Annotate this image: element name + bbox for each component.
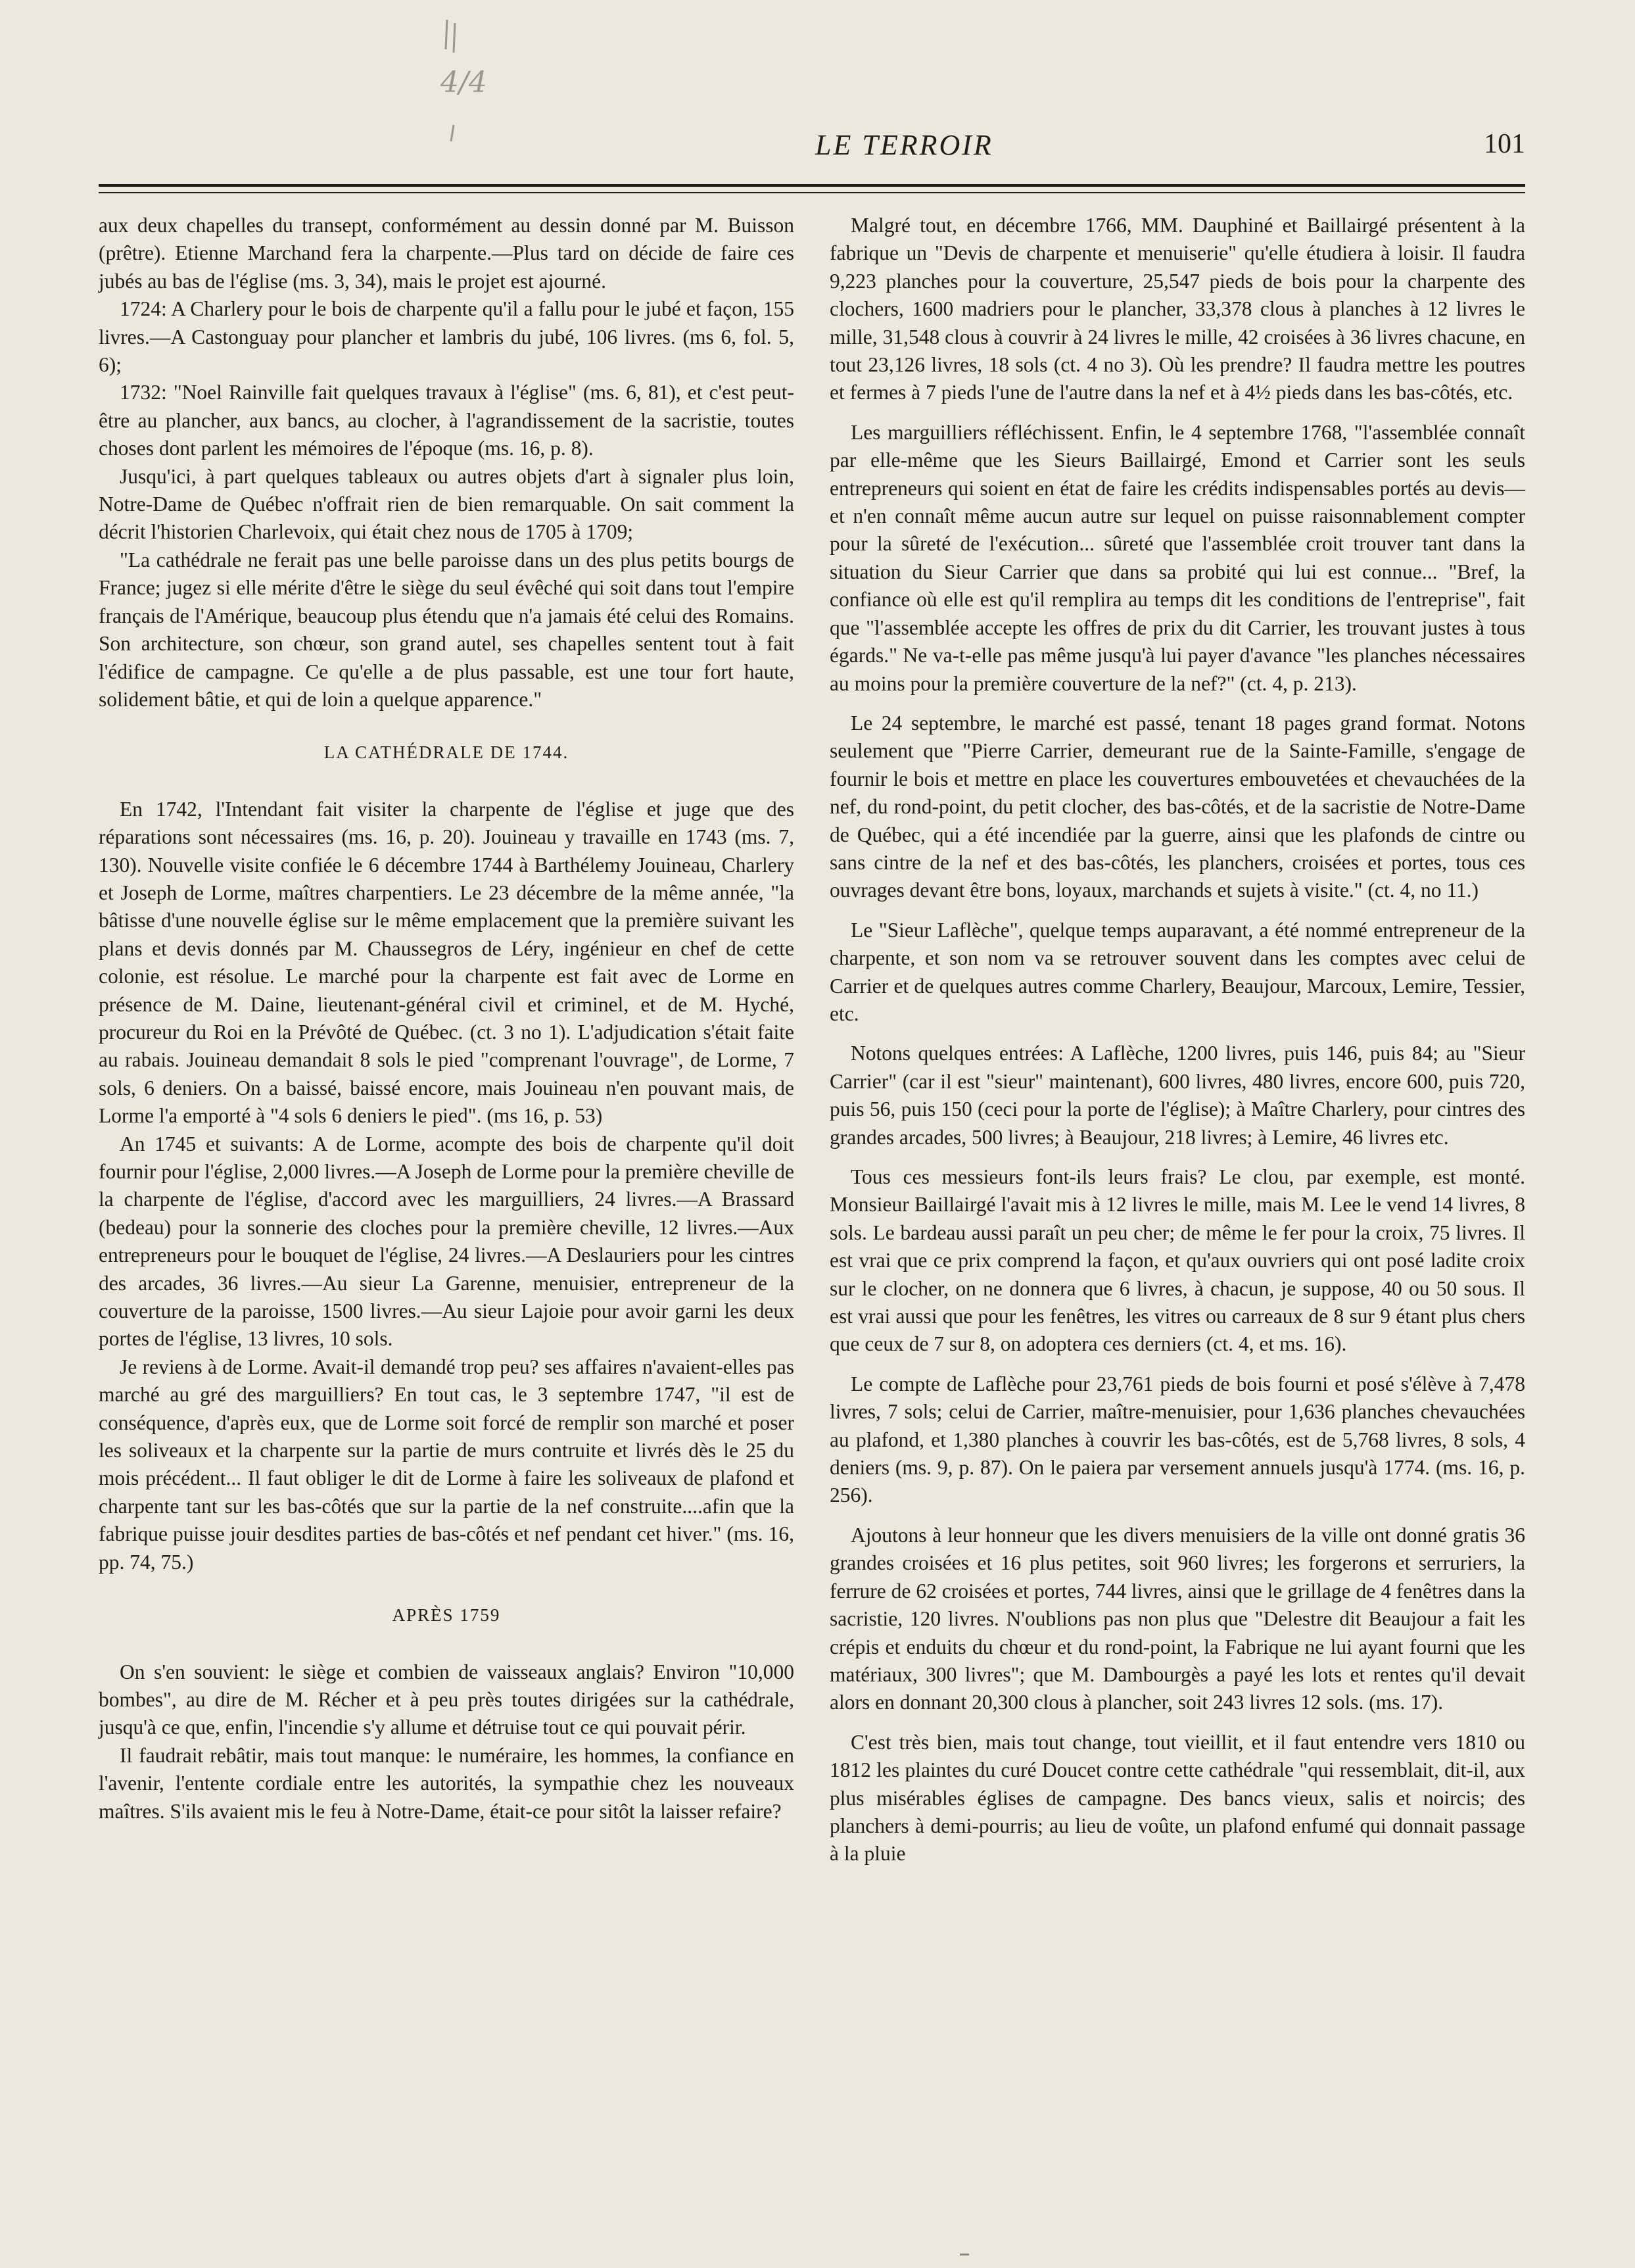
header-rule-thick <box>99 184 1525 187</box>
paragraph: 1724: A Charlery pour le bois de charpente qu'il a fallu pour le jubé et façon, 155 livres.—A Castonguay pour plancher et lambris du jubé, 106 livres. (ms 6, fol. 5, 6); <box>99 297 794 377</box>
right-column <box>830 212 1525 1868</box>
paragraph: Je reviens à de Lorme. Avait-il demandé trop peu? ses affaires n'avaient-elles pas marché au gré des marguilliers? En tout cas, le 3 septembre 1747, "il est de conséquence, d'après eux, que de Lorme soit forcé de remplir son marché et poser les soliveaux et la charpente sur la partie de murs contruite et livrés dès le 25 du mois précédent... Il faut obliger le dit de Lorme à faire les soliveaux de plafond et charpente tant sur les bas-côtés que sur la partie de la nef construite....afin que la fabrique puisse jouir desdites parties de bas-côtés et nef pendant cet hiver." (ms. 16, pp. 74, 75.) <box>99 1355 794 1574</box>
paragraph: On s'en souvient: le siège et combien de vaisseaux anglais? Environ "10,000 bombes", au dire de M. Récher et à peu près toutes dirigées sur la cathédrale, jusqu'à ce que, enfin, l'incendie s'y allume et détruise tout ce qui pouvait périr. <box>99 1660 794 1739</box>
paragraph: Le "Sieur Laflèche", quelque temps auparavant, a été nommé entrepreneur de la charpente, et son nom va se retrouver souvent dans les comptes avec celui de Carrier et de quelques autres comme Charlery, Beaujour, Marcoux, Lemire, Tessier, etc. <box>830 918 1525 1025</box>
paragraph: An 1745 et suivants: A de Lorme, acompte des bois de charpente qu'il doit fournir pour l'église, 2,000 livres.—A Joseph de Lorme pour la première cheville de la charpente de l'église, d'accord avec les marguilliers, 24 livres.—A Brassard (bedeau) pour la sonnerie des cloches pour la première cheville, 12 livres.—Aux entrepreneurs pour le bouquet de l'église, 24 livres.—A Deslauriers pour les cintres des arcades, 36 livres.—Au sieur La Garenne, menuisier, entrepreneur de la couverture de la paroisse, 1500 livres.—Au sieur Lajoie pour avoir garni les deux portes de l'église, 13 livres, 10 sols. <box>99 1132 795 1351</box>
paragraph: Le 24 septembre, le marché est passé, tenant 18 pages grand format. Notons seulement que "Pierre Carrier, demeurant rue de la Sainte-Famille, s'engage de fournir le bois et mettre en place les couvertures embouvetées et chevauchées de la nef, du rond-point, du petit clocher, des bas-côtés, et de la sacristie de Notre-Dame de Québec, qui a été incendiée par la guerre, ainsi que les plafonds de cintre ou sans cintre de la nef et des bas-côtés, les planchers, croisées et portes, tous ces ouvrages devant être bons, loyaux, marchands et sujets à visite." (ct. 4, no 11.) <box>830 711 1525 902</box>
paragraph: Tous ces messieurs font-ils leurs frais? Le clou, par exemple, est monté. Monsieur Baillairgé l'avait mis à 12 livres le mille, mais M. Lee le vend 14 livres, 8 sols. Le bardeau aussi paraît un peu cher; de même le fer pour la croix, 75 livres. Il est vrai que ce prix comprend la façon, et qu'aux ouvriers qui ont posé ladite croix sur le clocher, on ne donnera que 6 livres, à chacun, je suppose, 40 ou 50 sous. Il est vrai aussi que pour les fenêtres, les vitres ou carreaux de 8 sur 9 étant plus chers que ceux de 7 sur 8, on adoptera ces derniers (ct. 4, et ms. 16). <box>830 1165 1525 1356</box>
paragraph: Ajoutons à leur honneur que les divers menuisiers de la ville ont donné gratis 36 grandes croisées et 16 plus petites, soit 960 livres; les forgerons et serruriers, la ferrure de 62 croisées et portes, 744 livres, ainsi que le grillage de 4 fenêtres dans la sacristie, 120 livres. N'oublions pas non plus que "Delestre dit Beaujour a fait les crépis et enduits du chœur et du rond-point, la Fabrique ne lui ayant fourni que les matériaux, 300 livres"; que M. Dambourgès a payé les lots et rentes qu'il devait alors en donnant 20,300 clous à plancher, soit 243 livres 12 sols. (ms. 17). <box>830 1523 1525 1714</box>
running-head <box>99 128 1525 168</box>
paragraph: Jusqu'ici, à part quelques tableaux ou autres objets d'art à signaler plus loin, Notre-Dame de Québec n'offrait rien de bien remarquable. On sait comment la décrit l'historien Charlevoix, qui était chez nous de 1705 à 1709; <box>99 464 794 544</box>
paragraph: Les marguilliers réfléchissent. Enfin, le 4 septembre 1768, "l'assemblée connaît par elle-même que les Sieurs Baillairgé, Emond et Carrier sont les seuls entrepreneurs qui soient en état de faire les crédits indispensables portés au devis—et n'en connaît même aucun autre sur lequel on puisse raisonnablement compter pour la sûreté de l'exécution... sûreté que l'assemblée croit trouver tant dans la situation du Sieur Carrier que dans sa probité qui lui est connue... "Bref, la confiance où elle est qu'il remplira au temps dit les conditions de l'entreprise", fait que "l'assemblée accepte les offres de prix du dit Carrier, les trouvant justes à tous égards." Ne va-t-elle pas même jusqu'à lui payer d'avance "les planches nécessaires au moins pour la première couverture de la nef?" (ct. 4, p. 213). <box>830 420 1525 695</box>
paragraph: Il faudrait rebâtir, mais tout manque: le numéraire, les hommes, la confiance en l'avenir, l'entente cordiale entre les autorités, la sympathie chez les nouveaux maîtres. S'ils avaient mis le feu à Notre-Dame, était-ce pour sitôt la laisser refaire? <box>99 1743 794 1823</box>
journal-title: LE TERROIR <box>815 129 993 161</box>
section-heading: LA CATHÉDRALE DE 1744. <box>323 742 569 763</box>
paragraph: En 1742, l'Intendant fait visiter la charpente de l'église et juge que des réparations sont nécessaires (ms. 16, p. 20). Jouineau y travaille en 1743 (ms. 7, 130). Nouvelle visite confiée le 6 décembre 1744 à Barthélemy Jouineau, Charlery et Joseph de Lorme, maîtres charpentiers. Le 23 décembre de la même année, "la bâtisse d'une nouvelle église sur le même emplacement que la première suivant les plans et devis donnés par M. Chaussegros de Léry, ingénieur en chef de cette colonie, est résolue. Le marché pour la charpente est fait avec de Lorme en présence de M. Daine, lieutenant-général civil et criminel, et de M. Hyché, procureur du Roi en la Prévôté de Québec. (ct. 3 no 1). L'adjudication s'était faite au rabais. Jouineau demandait 8 sols le pied "comprenant l'ouvrage", de Lorme, 7 sols, 6 deniers. On a baissé, baissé encore, mais Jouineau n'en pouvant mais, de Lorme l'a emporté à "4 sols 6 deniers le pied". (ms 16, p. 53) <box>99 797 794 1128</box>
paragraph: Le compte de Laflèche pour 23,761 pieds de bois fourni et posé s'élève à 7,478 livres, 7 sols; celui de Carrier, maître-menuisier, pour 1,636 planches chevauchées au plafond, et 1,380 planches à couvrir les bas-côtés, est de 5,768 livres, 8 sols, 4 deniers (ms. 9, p. 87). On le paiera par versement annuels jusqu'à 1774. (ms. 16, p. 256). <box>830 1372 1525 1507</box>
left-column <box>99 212 794 1825</box>
section-heading: APRÈS 1759 <box>392 1605 501 1626</box>
paragraph: 1732: "Noel Rainville fait quelques travaux à l'église" (ms. 6, 81), et c'est peut-être au plancher, aux bancs, au clocher, à l'agrandissement de la sacristie, toutes choses dont parlent les mémoires de l'époque (ms. 16, p. 8). <box>99 381 794 460</box>
paragraph: C'est très bien, mais tout change, tout vieillit, et il faut entendre vers 1810 ou 1812 les plaintes du curé Doucet contre cette cathédrale "qui ressemblait, dit-il, aux plus misérables églises de campagne. Des bancs vieux, salis et noircis; des planchers à demi-pourris; au lieu de voûte, un plafond enfumé qui donnait passage à la pluie <box>830 1730 1525 1866</box>
quotation-paragraph: "La cathédrale ne ferait pas une belle paroisse dans un des plus petits bourgs de France; jugez si elle mérite d'être le siège du seul évêché qui soit dans tout l'empire français de l'Amérique, beaucoup plus étendu que n'a jamais été celui des Romains. Son architecture, son chœur, son grand autel, ses chapelles sentent tout à fait l'édifice de campagne. Ce qu'elle a de plus passable, est une tour fort haute, solidement bâtie, et qui de loin a quelque apparence." <box>99 548 794 711</box>
header-rule-thin <box>99 192 1525 193</box>
pencil-annotation <box>434 13 526 145</box>
ink-mark <box>960 2254 969 2256</box>
paragraph: aux deux chapelles du transept, conformément au dessin donné par M. Buisson (prêtre). Etienne Marchand fera la charpente.—Plus tard on décide de faire ces jubés au bas de l'église (ms. 3, 34), mais le projet est ajourné. <box>99 214 794 293</box>
paragraph: Malgré tout, en décembre 1766, MM. Dauphiné et Baillairgé présentent à la fabrique un "Devis de charpente et menuiserie" qu'elle étudiera à loisir. Il faudra 9,223 planches pour la couverture, 25,547 pieds de bois pour la charpente des clochers, 1600 madriers pour le plancher, 33,378 clous à planches à 12 livres le mille, 31,548 clous à couvrir à 24 livres le mille, 42 croisées à 36 livres chacune, en tout 23,126 livres, 18 sols (ct. 4 no 3). Où les prendre? Il faudra mettre les poutres et fermes à 7 pieds l'une de l'autre dans la nef et à 4½ pieds dans les bas-côtés, etc. <box>830 214 1525 404</box>
page-number: 101 <box>1484 129 1525 159</box>
paragraph: Notons quelques entrées: A Laflèche, 1200 livres, puis 146, puis 84; au "Sieur Carrier" (car il est "sieur" maintenant), 600 livres, 480 livres, encore 600, puis 720, puis 56, puis 150 (ceci pour la porte de l'église); à Maître Charlery, pour cintres des grandes arcades, 500 livres; à Beaujour, 218 livres; à Lemire, 46 livres etc. <box>830 1042 1525 1149</box>
pencil-note: 4/4 <box>440 66 487 99</box>
